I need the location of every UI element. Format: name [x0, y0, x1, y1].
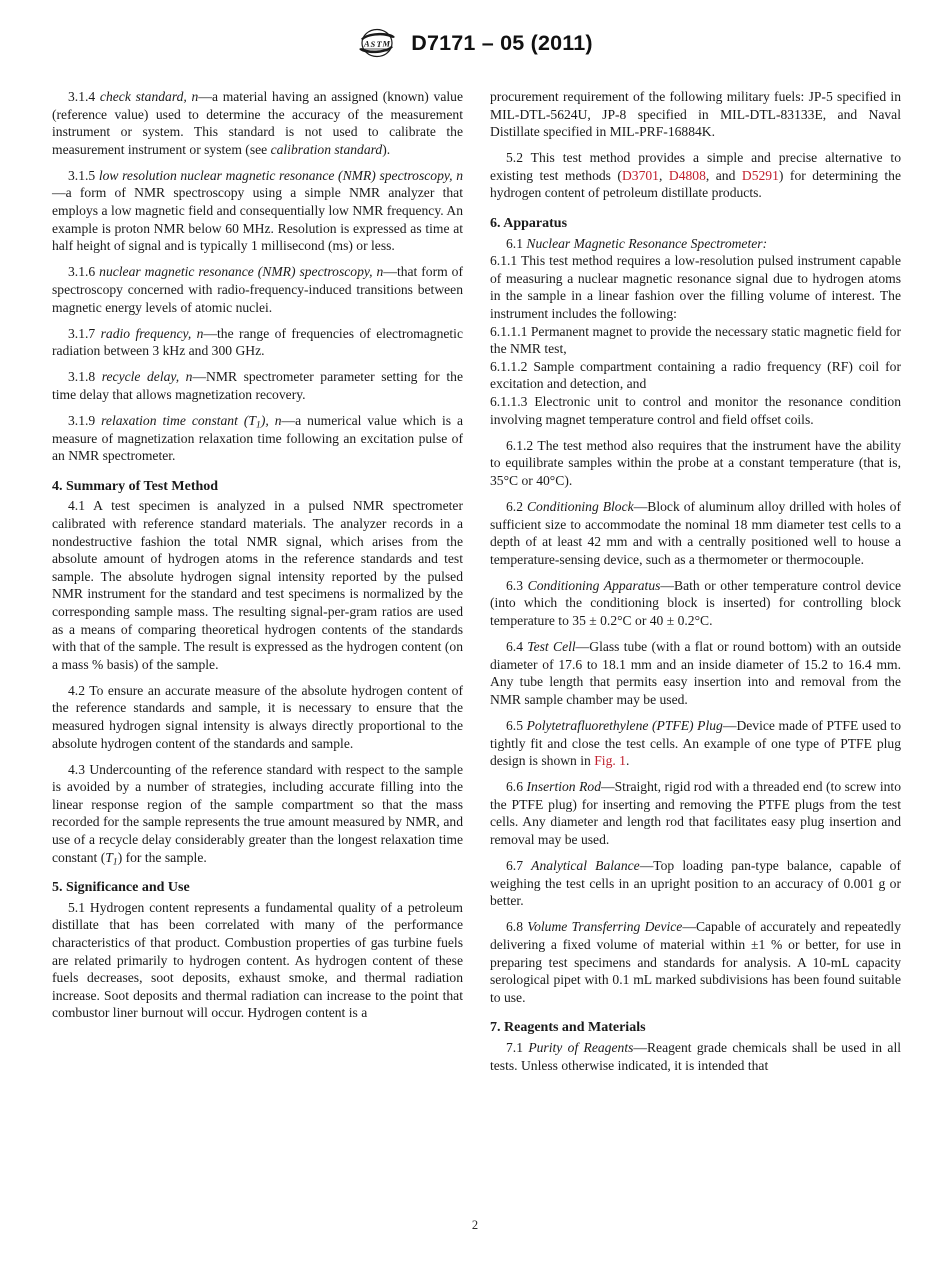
section-heading-7: 7. Reagents and Materials — [490, 1020, 646, 1036]
clause-text: —Block of aluminum alloy drilled with holes of sufficient size to accommodate the nominal 18 mm diameter test cells to a depth of at least 42 mm and with a centrally positioned well to house a temperature-sensing device, such as a thermometer or thermocouple. — [490, 498, 901, 567]
paragraph-6-3 — [490, 577, 901, 630]
clause-number: 6.6 — [506, 779, 527, 795]
paragraph-6-1-1-3: 6.1.1.3 Electronic unit to control and monitor the resonance condition involving magnet temperature control and field offset coils. — [490, 394, 901, 427]
standard-link-d5291[interactable]: D5291 — [741, 167, 779, 183]
section-heading-6: 6. Apparatus — [490, 216, 568, 232]
clause-number: 3.1.5 — [68, 167, 99, 183]
cross-reference-term: calibration standard — [270, 141, 383, 157]
paragraph-3-1-8 — [52, 368, 463, 403]
svg-text:M: M — [382, 38, 391, 49]
svg-text:A: A — [364, 38, 370, 49]
clause-text: 5.2 This test method provides a simple and precise alternative to existing test methods ( — [490, 150, 901, 183]
defined-term: Test Cell — [527, 639, 576, 655]
paragraph-6-5 — [490, 717, 901, 770]
svg-text:T: T — [376, 39, 382, 49]
clause-text-tail: ) for determining the hydrogen content of petroleum distillate products. — [490, 167, 902, 201]
clause-text: —Device made of PTFE used to tightly fit and close the test cells. An example of one type of PTFE plug design is shown in — [490, 718, 901, 769]
clause-number: 3.1.6 — [68, 264, 100, 280]
defined-term: Purity of Reagents — [528, 1040, 634, 1055]
clause-text-tail: . — [625, 753, 630, 769]
clause-number: 3.1.4 — [68, 89, 100, 104]
defined-term: Nuclear Magnetic Resonance Spectrometer: — [526, 235, 768, 251]
clause-text: —Bath or other temperature control device (into which the conditioning block is inserted) for controlling block temperature to 35 ± 0.2°C or 40 ± 0.2°C. — [490, 577, 901, 629]
paragraph-6-7 — [490, 857, 901, 910]
defined-term: Polytetrafluorethylene (PTFE) Plug — [526, 718, 723, 733]
section-heading-4: 4. Summary of Test Method — [52, 478, 219, 494]
clause-number: 3.1.8 — [68, 369, 102, 385]
clause-number: 3.1.9 — [68, 413, 102, 428]
defined-term: Insertion Rod — [526, 779, 602, 795]
clause-text: —Capable of accurately and repeatedly delivering a fixed volume of material within ±1 % or better, for use in preparing test specimens and standards for analysis. A 10-mL capacity serological pipet with 0.1 mL marked subdivisions has been found suitable to use. — [490, 919, 902, 1005]
clause-text: —NMR spectrometer parameter setting for the time delay that allows magnetization recovery. — [52, 369, 463, 402]
subscript-one: 1 — [112, 856, 118, 868]
clause-text: —Top loading pan-type balance, capable of weighing the test cells in an upright position to an accuracy of 0.001 g or better. — [490, 858, 901, 909]
subscript-one: 1 — [255, 419, 261, 431]
clause-text: —a material having an assigned (known) value (reference value) used to determine the accuracy of the measurement instrument or system. This standard is not used to calibrate the measurement instrument or system (see — [52, 89, 463, 157]
clause-number: 6.4 — [506, 639, 528, 655]
paragraph-5-1: 5.1 Hydrogen content represents a fundamental quality of a petroleum distillate that has been correlated with many of the performance characteristics of that product. Combustion properties of gas turbine fuels are related primarily to hydrogen content. As hydrogen content of these fuels decreases, soot deposits, exhaust smoke, and thermal radiation increase. Soot deposits and thermal radiation can increase to the point that combustor liner burnout will occur. Hydrogen content is a — [52, 899, 463, 1021]
clause-text: —the range of frequencies of electromagnetic radiation between 3 kHz and 300 GHz. — [52, 325, 463, 359]
figure-link-fig-1[interactable]: Fig. 1 — [594, 753, 626, 769]
page-number: 2 — [471, 1218, 479, 1232]
paragraph-5-1-continued: procurement requirement of the following military fuels: JP-5 specified in MIL-DTL-5624U, JP-8 specified in MIL-DTL-83133E, and Naval Distillate specified in MIL-PRF-16884K. — [490, 89, 901, 140]
clause-text: —a numerical value which is a measure of magnetization relaxation time following an excitation pulse of an NMR spectrometer. — [52, 413, 463, 464]
document-body — [52, 88, 902, 1208]
clause-number: 6.2 — [506, 498, 527, 514]
paragraph-3-1-9 — [52, 412, 463, 465]
paragraph-6-1-1-2: 6.1.1.2 Sample compartment containing a radio frequency (RF) coil for excitation and detection, and — [490, 358, 901, 392]
clause-number: 6.7 — [506, 858, 532, 874]
standard-link-d4808[interactable]: D4808 — [668, 167, 706, 183]
page-footer — [0, 1216, 950, 1234]
defined-term: Analytical Balance — [531, 858, 640, 874]
clause-text: 4.3 Undercounting of the reference standard with respect to the sample is avoided by a number of strategies, including accurate filling into the linear response region of the sample compartment so that the mass recorded for the sample represents the true amount measured by NMR, and use of a recycle delay considerably greater than the longest relaxation time constant ( — [52, 761, 463, 865]
paragraph-6-1-1: 6.1.1 This test method requires a low-resolution pulsed instrument capable of measuring a nuclear magnetic resonance signal due to hydrogen atoms in the sample in a linear fashion over the filling volume of interest. The instrument includes the following: — [490, 253, 901, 322]
defined-term: relaxation time constant $(T_1)$, n — [101, 413, 282, 431]
section-heading-5: 5. Significance and Use — [52, 880, 190, 896]
paragraph-3-1-5 — [52, 167, 463, 255]
clause-text-tail: ). — [382, 141, 391, 157]
paragraph-6-1 — [490, 235, 901, 253]
paragraph-6-4 — [490, 638, 901, 708]
paragraph-5-2: 5.2 This test method provides a simple and precise alternative to existing test methods (D3701, D4808, and D5291) for determining the hydrogen content of petroleum distillate products. — [490, 150, 902, 201]
clause-text: —Straight, rigid rod with a threaded end (to screw into the PTFE plug) for inserting and removing the PTFE plugs from the test cells. Any diameter and length rod that facilitates easy plug insertion and removal may be used. — [490, 779, 902, 848]
clause-number: 6.3 — [506, 577, 528, 593]
clause-number: 6.5 — [506, 718, 527, 733]
clause-text: —Reagent grade chemicals shall be used in all tests. Unless otherwise indicated, it is intended that — [490, 1040, 901, 1073]
defined-term: check standard, n — [99, 89, 199, 104]
paragraph-6-2 — [490, 498, 901, 568]
paragraph-7-1 — [490, 1039, 901, 1074]
relaxation-constant-symbol: $T_1$ — [105, 849, 118, 868]
defined-term: low resolution nuclear magnetic resonance (NMR) spectroscopy, n — [98, 167, 463, 183]
clause-number: 6.1 — [506, 235, 527, 251]
document-designation: D7171 – 05 (2011) — [411, 30, 593, 55]
paragraph-3-1-4 — [52, 88, 463, 158]
astm-logo-icon — [357, 28, 399, 58]
svg-text:S: S — [370, 39, 376, 49]
clause-number: 3.1.7 — [68, 325, 101, 341]
paragraph-4-3 — [52, 761, 463, 867]
clause-text: —a form of NMR spectroscopy using a simple NMR analyzer that employs a low magnetic field and consequentially low NMR frequency. An example is proton NMR below 60 MHz. Resolution is expressed as time at half height of signal and is typically 1 millisecond (ms) or less. — [52, 185, 463, 254]
clause-text: —Glass tube (with a flat or round bottom) with an outside diameter of 17.6 to 18.1 mm and an inside diameter of 15.2 to 16.4 mm. Any tube length that permits easy insertion into and removal from the NMR sample chamber may be used. — [490, 639, 902, 707]
clause-number: 7.1 — [506, 1040, 529, 1055]
defined-term: nuclear magnetic resonance (NMR) spectroscopy, n — [99, 264, 384, 280]
defined-term: Conditioning Apparatus — [527, 577, 661, 593]
defined-term: Volume Transferring Device — [527, 919, 683, 935]
defined-term: recycle delay, n — [101, 369, 193, 385]
clause-text: —that form of spectroscopy concerned with radio-frequency-induced transitions between magnetic energy levels of atomic nuclei. — [52, 264, 463, 315]
paragraph-3-1-6 — [52, 263, 463, 316]
page-header — [0, 0, 950, 86]
paragraph-6-1-1-1: 6.1.1.1 Permanent magnet to provide the necessary static magnetic field for the NMR test, — [490, 323, 901, 357]
standard-link-d3701[interactable]: D3701 — [621, 167, 659, 183]
defined-term: Conditioning Block — [526, 498, 634, 514]
paragraph-4-1: 4.1 A test specimen is analyzed in a pulsed NMR spectrometer calibrated with reference standard materials. The analyzer records in a nondestructive fashion the total NMR signal, which arises from the absolute amount of hydrogen atoms in the reference standards and test sample. The absolute hydrogen signal intensity reported by the pulsed NMR instrument for the standard and test specimens is normalized by the corresponding sample mass. The resulting signal-per-gram ratios are used as a means of comparing theoretical hydrogen contents of the standards with that of the sample. The result is expressed as the hydrogen content (on a mass % basis) of the sample. — [52, 498, 463, 672]
paragraph-6-6 — [490, 778, 901, 848]
right-column — [490, 88, 901, 1074]
clause-text-tail: ) for the sample. — [117, 849, 207, 865]
left-column — [52, 88, 463, 1022]
clause-number: 6.8 — [506, 919, 528, 935]
paragraph-6-8 — [490, 918, 901, 1006]
paragraph-4-2: 4.2 To ensure an accurate measure of the absolute hydrogen content of the reference standards and sample, it is necessary to ensure that the measured hydrogen signal intensity is always directly proportional to the absolute hydrogen content of the standards and sample. — [52, 682, 463, 751]
paragraph-6-1-2: 6.1.2 The test method also requires that the instrument have the ability to equilibrate samples within the probe at a constant temperature (that is, 35°C or 40°C). — [490, 437, 901, 488]
paragraph-3-1-7 — [52, 325, 463, 360]
defined-term: radio frequency, n — [100, 325, 204, 341]
